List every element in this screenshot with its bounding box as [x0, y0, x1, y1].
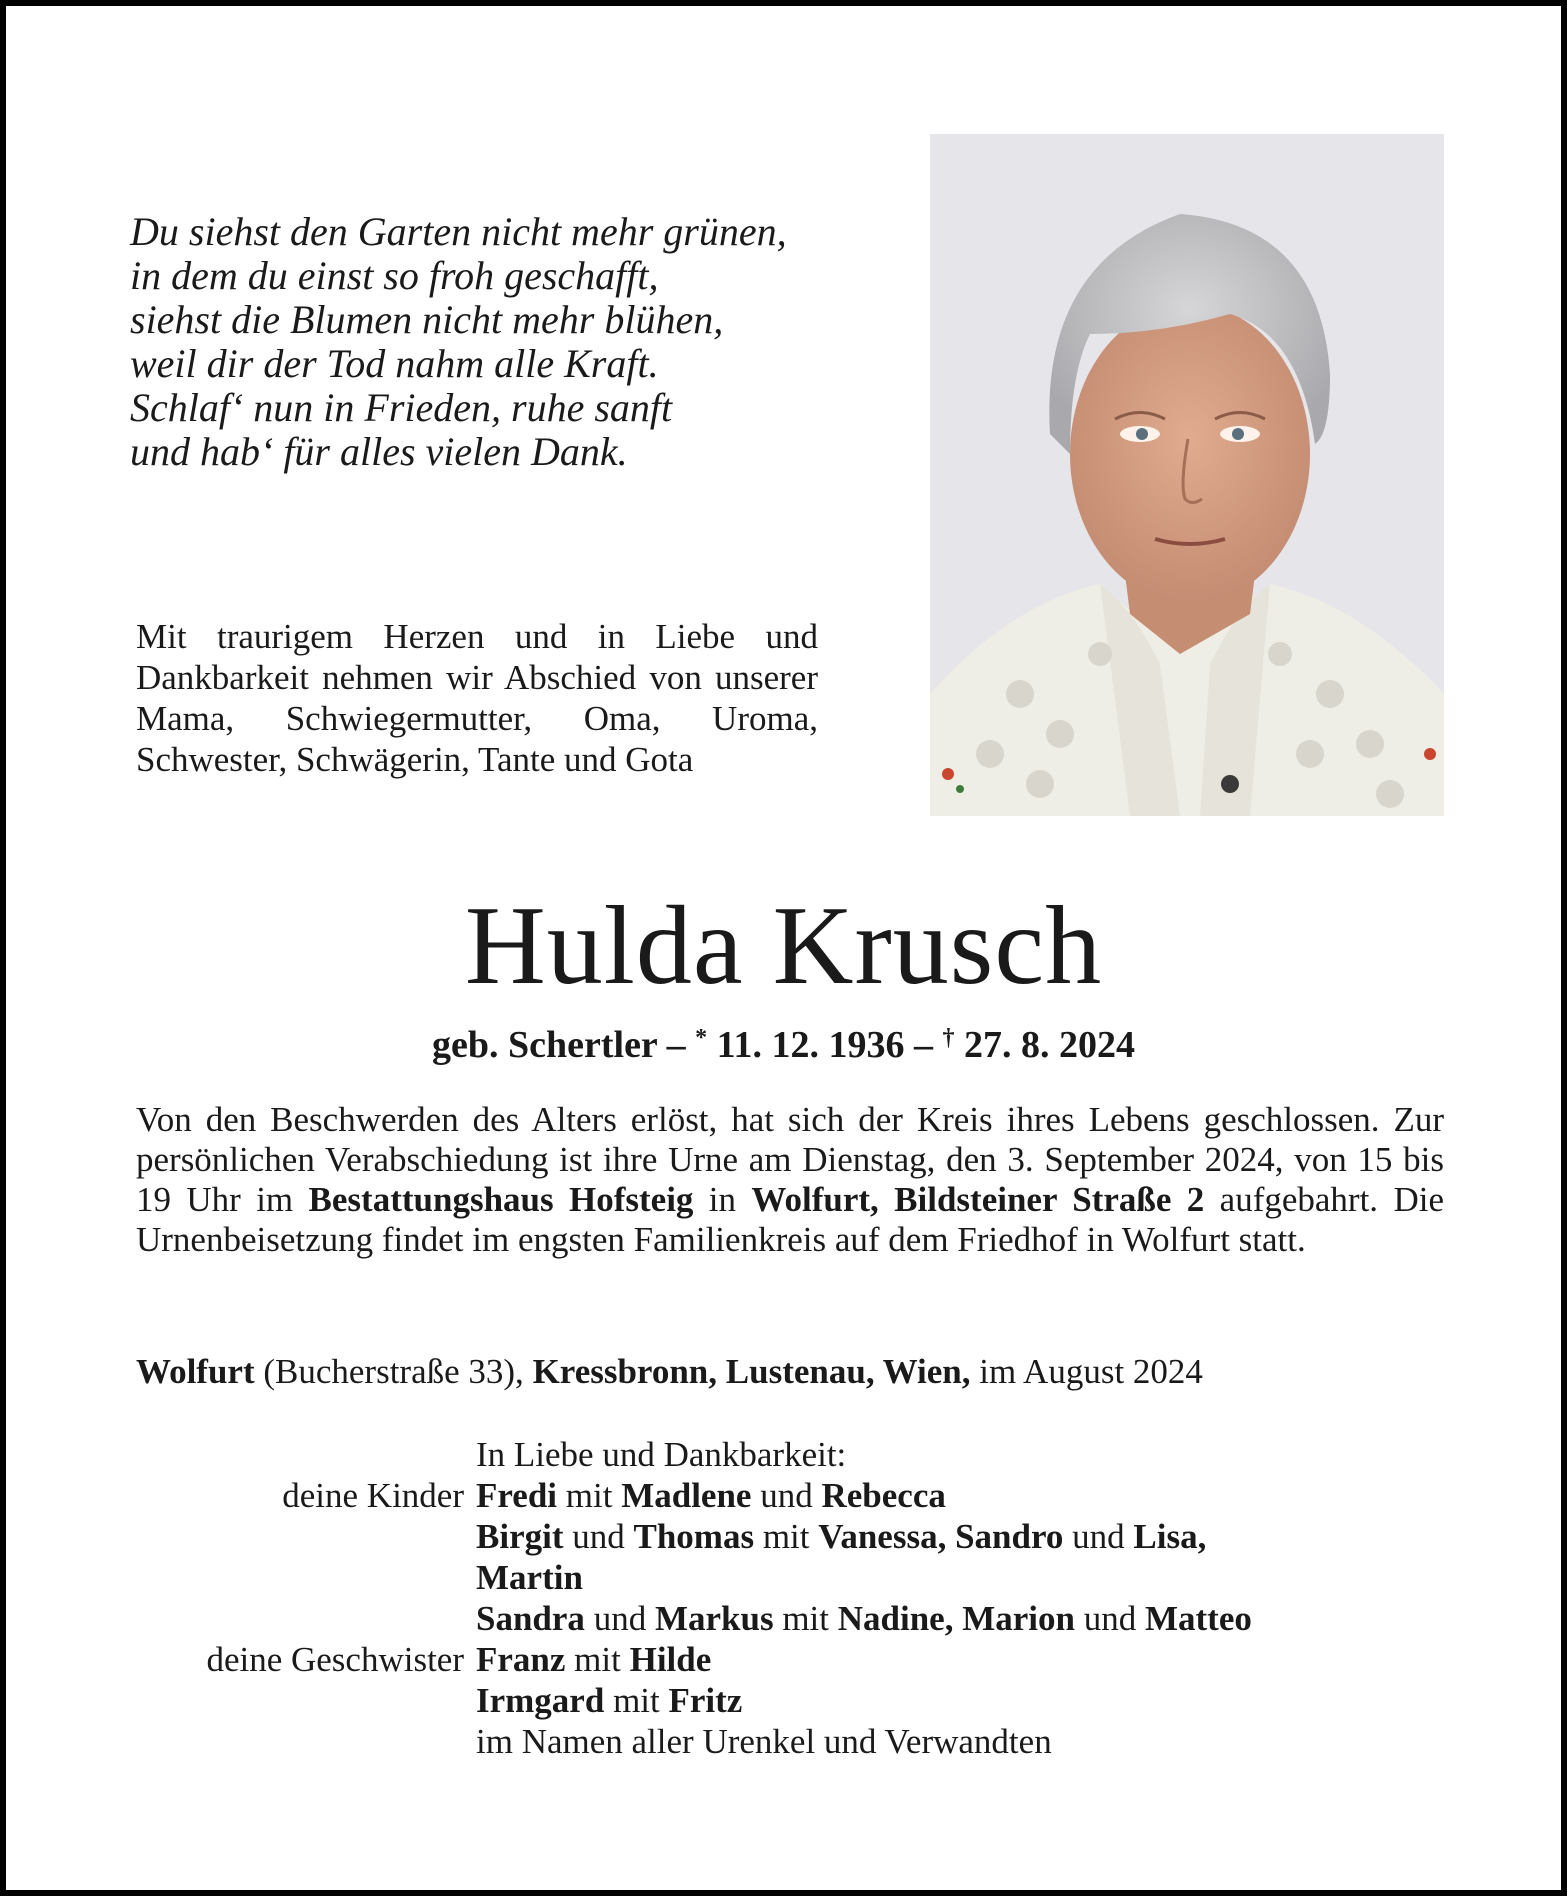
poem-line: Schlaf‘ nun in Frieden, ruhe sanft — [130, 385, 673, 430]
poem — [130, 210, 787, 474]
death-symbol: † — [942, 1025, 955, 1051]
mourner-row: Irmgard mit Fritz — [476, 1681, 743, 1720]
announcement-text — [136, 1100, 1444, 1260]
mourner-row — [106, 1721, 1466, 1762]
mourner-row: Birgit und Thomas mit Vanessa, Sandro und Lisa, — [476, 1517, 1207, 1556]
mourner-row: deine Geschwister Franz mit Hilde — [106, 1639, 1466, 1680]
announcement-part: Von den Beschwerden des Alters erlöst, hat sich der Kreis ihres Lebens geschlossen. Zur persönlichen Verabschiedung ist ihre Urne am Dienstag, den 3. September 2024, von 15 bis 19 Uhr im — [136, 1100, 1444, 1219]
portrait-illustration — [930, 134, 1444, 816]
announcement-part: in — [693, 1180, 752, 1219]
mourner-row: deine Kinder Fredi mit Madlene und Rebecca — [106, 1475, 1466, 1516]
home-town: Wolfurt — [136, 1352, 255, 1391]
places-line — [136, 1352, 1456, 1392]
poem-line: in dem du einst so froh geschafft, — [130, 253, 659, 298]
mourners-heading: In Liebe und Dankbarkeit: — [476, 1435, 847, 1474]
mourners-heading-row — [106, 1434, 1466, 1475]
birth-symbol: * — [695, 1025, 708, 1051]
mourners-list — [106, 1434, 1466, 1762]
portrait-photo — [930, 134, 1444, 816]
intro-text: Mit traurigem Herzen und in Liebe und Dankbarkeit nehmen wir Abschied von unserer Mama, Schwiegermutter, Oma, Uroma, Schwester, Schwägerin, Tante und Gota — [136, 617, 818, 779]
funeral-home-address: Wolfurt, Bildsteiner Straße 2 — [751, 1180, 1205, 1219]
separator: – — [914, 1024, 934, 1066]
poem-line: siehst die Blumen nicht mehr blühen, — [130, 297, 724, 342]
birth-date: 11. 12. 1936 — [716, 1024, 905, 1066]
mourner-row: Martin — [476, 1558, 583, 1597]
funeral-home: Bestattungshaus Hofsteig — [308, 1180, 694, 1219]
deceased-name: Hulda Krusch — [464, 884, 1103, 1008]
poem-line: weil dir der Tod nahm alle Kraft. — [130, 341, 659, 386]
geschwister-label: deine Geschwister — [206, 1640, 464, 1679]
life-dates — [6, 1016, 1561, 1067]
home-address: (Bucherstraße 33), — [254, 1352, 533, 1391]
mourner-row: Sandra und Markus mit Nadine, Marion und Matteo — [476, 1599, 1252, 1638]
date-line: im August 2024 — [970, 1352, 1203, 1391]
separator: – — [666, 1024, 686, 1066]
kinder-label: deine Kinder — [282, 1476, 464, 1515]
closing-line: im Namen aller Urenkel und Verwandten — [476, 1722, 1052, 1761]
poem-line: Du siehst den Garten nicht mehr grünen, — [130, 209, 787, 254]
announcement-part: aufgebahrt. Die Urnenbeisetzung findet im engsten Familienkreis auf dem Friedhof in Wolfurt statt. — [136, 1180, 1444, 1259]
maiden-name: geb. Schertler — [431, 1024, 658, 1066]
other-places: Kressbronn, Lustenau, Wien, — [532, 1352, 971, 1391]
death-date: 27. 8. 2024 — [964, 1024, 1136, 1066]
poem-line: und hab‘ für alles vielen Dank. — [130, 429, 628, 474]
